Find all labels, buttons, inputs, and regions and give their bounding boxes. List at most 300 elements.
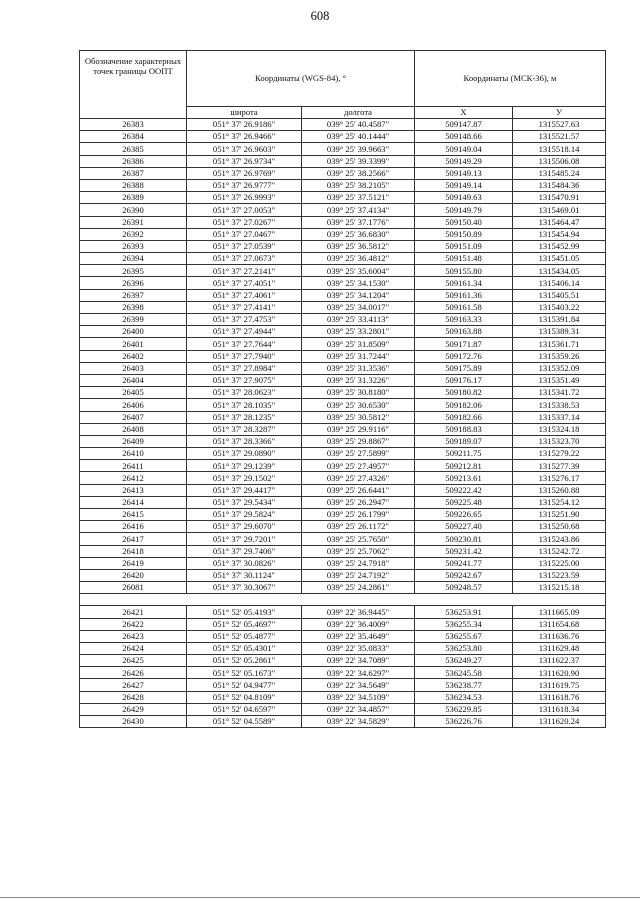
table-row [80,606,606,618]
table-row [80,326,606,338]
point-id-cell: 26406 [80,399,187,411]
latitude-cell: 051° 37' 27.4753" [187,314,302,326]
y-cell: 1311636.76 [513,630,606,642]
x-cell: 509226.65 [415,509,513,521]
latitude-cell: 051° 52' 05.4193" [187,606,302,618]
table-row [80,143,606,155]
point-id-cell: 26402 [80,350,187,362]
point-id-cell: 26411 [80,460,187,472]
table-row [80,289,606,301]
longitude-cell: 039° 25' 26.2947" [302,496,415,508]
table-row [80,423,606,435]
longitude-cell: 039° 22' 35.4649" [302,630,415,642]
x-cell: 509227.40 [415,521,513,533]
latitude-cell: 051° 37' 27.4944" [187,326,302,338]
point-id-cell: 26396 [80,277,187,289]
longitude-cell: 039° 25' 31.3226" [302,374,415,386]
x-cell: 536255.67 [415,630,513,642]
longitude-cell: 039° 25' 31.8509" [302,338,415,350]
latitude-cell: 051° 52' 04.6597" [187,703,302,715]
latitude-cell: 051° 37' 29.5824" [187,509,302,521]
latitude-cell: 051° 37' 26.9186" [187,119,302,131]
longitude-cell: 039° 25' 39.9663" [302,143,415,155]
longitude-cell: 039° 22' 34.6297" [302,667,415,679]
latitude-cell: 051° 52' 05.1673" [187,667,302,679]
point-id-cell: 26405 [80,387,187,399]
point-id-cell: 26403 [80,362,187,374]
table-row [80,228,606,240]
longitude-cell: 039° 25' 31.7244" [302,350,415,362]
y-cell: 1315338.53 [513,399,606,411]
point-id-cell: 26415 [80,509,187,521]
longitude-cell: 039° 25' 30.6530" [302,399,415,411]
latitude-cell: 051° 37' 27.8984" [187,362,302,374]
longitude-cell: 039° 25' 29.8867" [302,435,415,447]
y-cell: 1315254.12 [513,496,606,508]
point-id-cell: 26414 [80,496,187,508]
x-cell: 509182.06 [415,399,513,411]
point-id-cell: 26387 [80,167,187,179]
x-cell: 536253.91 [415,606,513,618]
longitude-cell: 039° 25' 25.7062" [302,545,415,557]
point-id-cell: 26388 [80,179,187,191]
table-row [80,533,606,545]
y-cell: 1315454.94 [513,228,606,240]
y-cell: 1315337.14 [513,411,606,423]
table-row [80,374,606,386]
table-row [80,362,606,374]
header-wgs84: Координаты (WGS-84), ° [187,51,415,107]
x-cell: 509212.81 [415,460,513,472]
point-id-cell: 26394 [80,253,187,265]
latitude-cell: 051° 37' 30.0826" [187,557,302,569]
x-cell: 509175.89 [415,362,513,374]
y-cell: 1315484.36 [513,179,606,191]
x-cell: 536253.80 [415,642,513,654]
table-row [80,679,606,691]
y-cell: 1315406.14 [513,277,606,289]
x-cell: 536229.85 [415,703,513,715]
section-1-rows [80,119,606,594]
point-id-cell: 26395 [80,265,187,277]
longitude-cell: 039° 22' 36.4009" [302,618,415,630]
longitude-cell: 039° 25' 30.8180" [302,387,415,399]
y-cell: 1315470.91 [513,192,606,204]
longitude-cell: 039° 25' 34.1204" [302,289,415,301]
point-id-cell: 26389 [80,192,187,204]
table-row [80,155,606,167]
point-id-cell: 26413 [80,484,187,496]
longitude-cell: 039° 22' 34.7089" [302,655,415,667]
y-cell: 1311654.68 [513,618,606,630]
table-row [80,350,606,362]
header-point-designation: Обозначение характерных точек границы ООПТ [80,51,187,119]
point-id-cell: 26422 [80,618,187,630]
x-cell: 509211.75 [415,448,513,460]
table-row [80,630,606,642]
latitude-cell: 051° 37' 29.0890" [187,448,302,460]
longitude-cell: 039° 25' 38.2105" [302,179,415,191]
point-id-cell: 26423 [80,630,187,642]
table-row [80,399,606,411]
y-cell: 1315351.49 [513,374,606,386]
point-id-cell: 26384 [80,131,187,143]
table-row [80,545,606,557]
x-cell: 509151.09 [415,240,513,252]
table-row [80,167,606,179]
latitude-cell: 051° 37' 28.3366" [187,435,302,447]
longitude-cell: 039° 22' 34.4857" [302,703,415,715]
longitude-cell: 039° 25' 30.5812" [302,411,415,423]
table-row [80,265,606,277]
latitude-cell: 051° 37' 27.9075" [187,374,302,386]
y-cell: 1315521.57 [513,131,606,143]
longitude-cell: 039° 25' 34.1530" [302,277,415,289]
latitude-cell: 051° 52' 04.8109" [187,691,302,703]
x-cell: 509242.67 [415,569,513,581]
longitude-cell: 039° 25' 24.7192" [302,569,415,581]
x-cell: 509248.57 [415,582,513,594]
latitude-cell: 051° 37' 29.4417" [187,484,302,496]
latitude-cell: 051° 37' 27.0467" [187,228,302,240]
latitude-cell: 051° 37' 29.5434" [187,496,302,508]
header-lat: широта [187,107,302,119]
x-cell: 509161.36 [415,289,513,301]
y-cell: 1311618.76 [513,691,606,703]
longitude-cell: 039° 25' 29.9116" [302,423,415,435]
point-id-cell: 26426 [80,667,187,679]
point-id-cell: 26081 [80,582,187,594]
y-cell: 1315518.14 [513,143,606,155]
table-row [80,204,606,216]
y-cell: 1311622.37 [513,655,606,667]
section-2-rows [80,606,606,728]
table-row [80,557,606,569]
longitude-cell: 039° 22' 35.0833" [302,642,415,654]
table-row [80,435,606,447]
table-row [80,618,606,630]
latitude-cell: 051° 37' 29.6070" [187,521,302,533]
longitude-cell: 039° 25' 25.7650" [302,533,415,545]
longitude-cell: 039° 25' 36.5812" [302,240,415,252]
header-x: X [415,107,513,119]
point-id-cell: 26401 [80,338,187,350]
y-cell: 1315464.47 [513,216,606,228]
longitude-cell: 039° 25' 40.1444" [302,131,415,143]
table-row [80,448,606,460]
x-cell: 509150.40 [415,216,513,228]
latitude-cell: 051° 37' 30.3067" [187,582,302,594]
table-row [80,338,606,350]
y-cell: 1315359.26 [513,350,606,362]
point-id-cell: 26419 [80,557,187,569]
point-id-cell: 26427 [80,679,187,691]
latitude-cell: 051° 37' 27.0539" [187,240,302,252]
table-row [80,192,606,204]
point-id-cell: 26398 [80,301,187,313]
x-cell: 509180.82 [415,387,513,399]
point-id-cell: 26390 [80,204,187,216]
x-cell: 536245.58 [415,667,513,679]
table-row [80,509,606,521]
latitude-cell: 051° 37' 26.9603" [187,143,302,155]
point-id-cell: 26391 [80,216,187,228]
latitude-cell: 051° 37' 28.1235" [187,411,302,423]
longitude-cell: 039° 22' 34.5109" [302,691,415,703]
latitude-cell: 051° 37' 27.7644" [187,338,302,350]
x-cell: 509163.33 [415,314,513,326]
x-cell: 536238.77 [415,679,513,691]
y-cell: 1315527.63 [513,119,606,131]
longitude-cell: 039° 25' 27.5899" [302,448,415,460]
latitude-cell: 051° 37' 26.9769" [187,167,302,179]
y-cell: 1315485.24 [513,167,606,179]
header-msk36: Координаты (МСК-36), м [415,51,606,107]
y-cell: 1315389.31 [513,326,606,338]
y-cell: 1315506.08 [513,155,606,167]
longitude-cell: 039° 25' 33.2801" [302,326,415,338]
point-id-cell: 26400 [80,326,187,338]
longitude-cell: 039° 22' 34.5649" [302,679,415,691]
point-id-cell: 26425 [80,655,187,667]
longitude-cell: 039° 25' 36.4812" [302,253,415,265]
longitude-cell: 039° 25' 24.2861" [302,582,415,594]
point-id-cell: 26430 [80,716,187,728]
longitude-cell: 039° 25' 27.4957" [302,460,415,472]
y-cell: 1315251.90 [513,509,606,521]
section-gap [80,594,606,606]
point-id-cell: 26416 [80,521,187,533]
x-cell: 509182.66 [415,411,513,423]
longitude-cell: 039° 22' 34.5829" [302,716,415,728]
y-cell: 1311629.48 [513,642,606,654]
table-row [80,716,606,728]
table-row [80,131,606,143]
table-row [80,179,606,191]
y-cell: 1311665.09 [513,606,606,618]
point-id-cell: 26429 [80,703,187,715]
longitude-cell: 039° 25' 24.7918" [302,557,415,569]
y-cell: 1315223.59 [513,569,606,581]
y-cell: 1315260.88 [513,484,606,496]
y-cell: 1315391.84 [513,314,606,326]
longitude-cell: 039° 25' 26.1799" [302,509,415,521]
longitude-cell: 039° 22' 36.9445" [302,606,415,618]
y-cell: 1315452.99 [513,240,606,252]
y-cell: 1315243.86 [513,533,606,545]
x-cell: 509149.63 [415,192,513,204]
table-row [80,521,606,533]
latitude-cell: 051° 52' 05.2861" [187,655,302,667]
latitude-cell: 051° 37' 27.7940" [187,350,302,362]
y-cell: 1315250.68 [513,521,606,533]
longitude-cell: 039° 25' 31.3536" [302,362,415,374]
table-row [80,119,606,131]
latitude-cell: 051° 37' 26.9734" [187,155,302,167]
point-id-cell: 26408 [80,423,187,435]
y-cell: 1315276.17 [513,472,606,484]
x-cell: 536249.27 [415,655,513,667]
latitude-cell: 051° 37' 26.9777" [187,179,302,191]
point-id-cell: 26399 [80,314,187,326]
latitude-cell: 051° 37' 30.1124" [187,569,302,581]
table-row [80,472,606,484]
point-id-cell: 26407 [80,411,187,423]
point-id-cell: 26404 [80,374,187,386]
y-cell: 1315277.39 [513,460,606,472]
y-cell: 1315434.05 [513,265,606,277]
latitude-cell: 051° 52' 05.4877" [187,630,302,642]
longitude-cell: 039° 25' 35.6004" [302,265,415,277]
latitude-cell: 051° 37' 27.4051" [187,277,302,289]
x-cell: 509176.17 [415,374,513,386]
y-cell: 1315324.18 [513,423,606,435]
latitude-cell: 051° 52' 05.4301" [187,642,302,654]
latitude-cell: 051° 37' 28.3287" [187,423,302,435]
x-cell: 509172.76 [415,350,513,362]
longitude-cell: 039° 25' 33.4113" [302,314,415,326]
table-row [80,484,606,496]
table-row [80,253,606,265]
x-cell: 509149.14 [415,179,513,191]
x-cell: 509149.04 [415,143,513,155]
latitude-cell: 051° 37' 27.4061" [187,289,302,301]
point-id-cell: 26385 [80,143,187,155]
point-id-cell: 26424 [80,642,187,654]
x-cell: 509148.66 [415,131,513,143]
point-id-cell: 26383 [80,119,187,131]
x-cell: 509155.80 [415,265,513,277]
x-cell: 509230.81 [415,533,513,545]
latitude-cell: 051° 37' 26.9993" [187,192,302,204]
y-cell: 1311620.24 [513,716,606,728]
x-cell: 509188.83 [415,423,513,435]
y-cell: 1315352.09 [513,362,606,374]
table-row [80,655,606,667]
y-cell: 1315279.22 [513,448,606,460]
table-row [80,277,606,289]
x-cell: 509225.48 [415,496,513,508]
y-cell: 1315469.01 [513,204,606,216]
header-lon: долгота [302,107,415,119]
point-id-cell: 26421 [80,606,187,618]
y-cell: 1315361.71 [513,338,606,350]
x-cell: 536234.53 [415,691,513,703]
point-id-cell: 26393 [80,240,187,252]
x-cell: 509161.58 [415,301,513,313]
x-cell: 509149.29 [415,155,513,167]
latitude-cell: 051° 37' 27.2141" [187,265,302,277]
x-cell: 509231.42 [415,545,513,557]
x-cell: 536255.34 [415,618,513,630]
latitude-cell: 051° 37' 28.0623" [187,387,302,399]
table-row [80,387,606,399]
latitude-cell: 051° 52' 04.5589" [187,716,302,728]
point-id-cell: 26428 [80,691,187,703]
point-id-cell: 26420 [80,569,187,581]
table-row [80,667,606,679]
latitude-cell: 051° 37' 28.1035" [187,399,302,411]
latitude-cell: 051° 37' 27.0673" [187,253,302,265]
x-cell: 509149.79 [415,204,513,216]
latitude-cell: 051° 37' 29.7201" [187,533,302,545]
x-cell: 509149.13 [415,167,513,179]
header-y: У [513,107,606,119]
latitude-cell: 051° 52' 05.4697" [187,618,302,630]
x-cell: 509163.88 [415,326,513,338]
longitude-cell: 039° 25' 37.5121" [302,192,415,204]
coordinates-table [79,50,606,728]
point-id-cell: 26418 [80,545,187,557]
table-row [80,582,606,594]
table-row [80,703,606,715]
table-row [80,411,606,423]
x-cell: 509222.42 [415,484,513,496]
y-cell: 1315323.70 [513,435,606,447]
x-cell: 509150.89 [415,228,513,240]
table-row [80,240,606,252]
longitude-cell: 039° 25' 38.2566" [302,167,415,179]
longitude-cell: 039° 25' 26.1172" [302,521,415,533]
table-row [80,460,606,472]
table-row [80,496,606,508]
point-id-cell: 26392 [80,228,187,240]
latitude-cell: 051° 37' 26.9466" [187,131,302,143]
table-row [80,691,606,703]
longitude-cell: 039° 25' 40.4587" [302,119,415,131]
longitude-cell: 039° 25' 37.1776" [302,216,415,228]
x-cell: 509213.61 [415,472,513,484]
latitude-cell: 051° 37' 29.1239" [187,460,302,472]
table-row [80,642,606,654]
x-cell: 509171.87 [415,338,513,350]
bottom-rule [0,897,640,898]
latitude-cell: 051° 37' 27.0053" [187,204,302,216]
longitude-cell: 039° 25' 26.6441" [302,484,415,496]
gap-row [80,594,606,606]
y-cell: 1315451.05 [513,253,606,265]
y-cell: 1311618.34 [513,703,606,715]
longitude-cell: 039° 25' 27.4326" [302,472,415,484]
y-cell: 1315225.00 [513,557,606,569]
point-id-cell: 26410 [80,448,187,460]
x-cell: 509151.48 [415,253,513,265]
point-id-cell: 26409 [80,435,187,447]
y-cell: 1315341.72 [513,387,606,399]
table-row [80,569,606,581]
point-id-cell: 26397 [80,289,187,301]
longitude-cell: 039° 25' 36.6830" [302,228,415,240]
table-row [80,301,606,313]
x-cell: 509241.77 [415,557,513,569]
latitude-cell: 051° 37' 29.7406" [187,545,302,557]
x-cell: 536226.76 [415,716,513,728]
longitude-cell: 039° 25' 39.3399" [302,155,415,167]
longitude-cell: 039° 25' 37.4134" [302,204,415,216]
longitude-cell: 039° 25' 34.0017" [302,301,415,313]
y-cell: 1315403.22 [513,301,606,313]
point-id-cell: 26417 [80,533,187,545]
y-cell: 1311619.75 [513,679,606,691]
latitude-cell: 051° 37' 29.1502" [187,472,302,484]
latitude-cell: 051° 37' 27.0267" [187,216,302,228]
latitude-cell: 051° 37' 27.4141" [187,301,302,313]
x-cell: 509189.07 [415,435,513,447]
point-id-cell: 26412 [80,472,187,484]
y-cell: 1315242.72 [513,545,606,557]
x-cell: 509147.87 [415,119,513,131]
latitude-cell: 051° 52' 04.9477" [187,679,302,691]
